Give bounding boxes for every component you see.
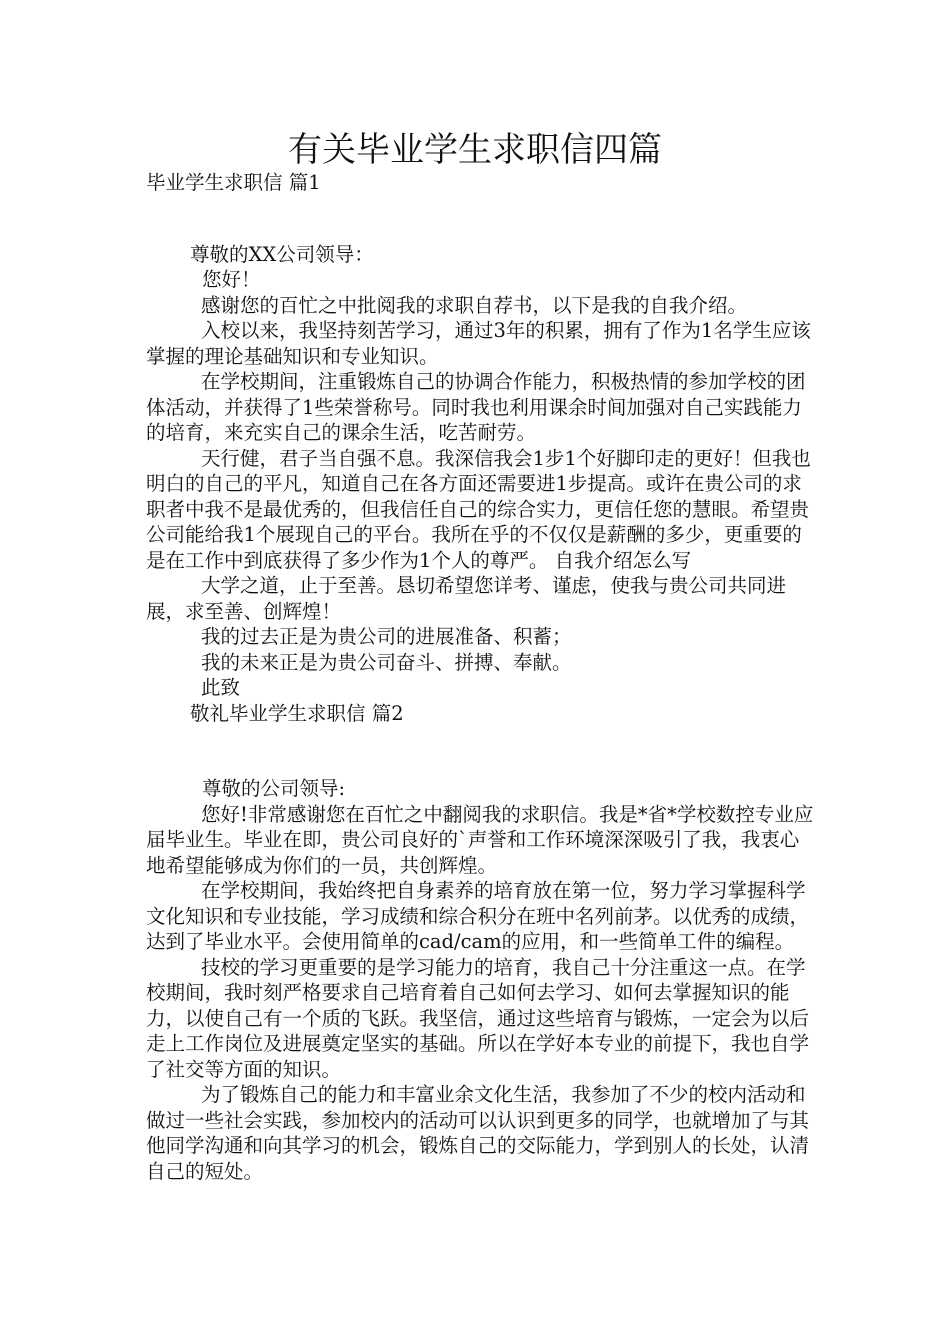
document-body [146,170,814,1184]
closing: 此致 [201,676,241,699]
section-heading: 敬礼毕业学生求职信 篇2 [190,701,404,725]
paragraph: 我的未来正是为贵公司奋斗、拼搏、奉献。 [201,650,572,674]
letter-greeting: 您好！ [202,268,261,291]
paragraph: 天行健，君子当自强不息。我深信我会1步1个好脚印走的更好！但我也明白的自己的平凡，知道自己在各方面还需要进1步提高。或许在贵公司的求职者中我不是最优秀的，但我信任自己的综合实力，更信任您的慧眼。希望贵公司能给我1个展现自己的平台。我所在乎的不仅仅是薪酬的多少，更重要的是在工作中到底获得了多少作为1个人的尊严。 自我介绍怎么写 [146,446,811,572]
section-heading: 毕业学生求职信 篇1 [146,171,321,194]
document-title: 有关毕业学生求职信四篇 [288,130,662,170]
paragraph: 我的过去正是为贵公司的进展准备、积蓄； [201,625,572,648]
letter-salutation: 尊敬的公司领导: [202,777,346,800]
paragraph: 感谢您的百忙之中批阅我的求职自荐书，以下是我的自我介绍。 [201,293,748,317]
paragraph: 为了锻炼自己的能力和丰富业余文化生活，我参加了不少的校内活动和做过一些社会实践，参加校内的活动可以认识到更多的同学，也就增加了与其他同学沟通和向其学习的机会，锻炼自己的交际能力，学到别人的长处，认清自己的短处。 [146,1083,810,1183]
paragraph: 技校的学习更重要的是学习能力的培育，我自己十分注重这一点。在学校期间，我时刻严格要求自己培育着自己如何去学习、如何去掌握知识的能力，以使自己有一个质的飞跃。我坚信，通过这些培育与锻炼，一定会为以后走上工作岗位及进展奠定坚实的基础。所以在学好本专业的前提下，我也自学了社交等方面的知识。 [146,955,810,1081]
paragraph: 入校以来，我坚持刻苦学习，通过3年的积累，拥有了作为1名学生应该掌握的理论基础知识和专业知识。 [146,319,811,368]
letter-salutation: 尊敬的XX公司领导： [190,242,374,266]
paragraph: 在学校期间，注重锻炼自己的协调合作能力，积极热情的参加学校的团体活动，并获得了1些荣誉称号。同时我也利用课余时间加强对自己实践能力的培育，来充实自己的课余生活，吃苦耐劳。 [146,370,806,444]
paragraph: 大学之道，止于至善。恳切希望您详考、谨虑，使我与贵公司共同进展，求至善、创辉煌！ [146,574,787,623]
spacer [146,726,814,776]
paragraph: 您好!非常感谢您在百忙之中翻阅我的求职信。我是*省*学校数控专业应届毕业生。毕业在即，贵公司良好的`声誉和工作环境深深吸引了我，我衷心地希望能够成为你们的一员，共创辉煌。 [146,802,814,877]
paragraph: 在学校期间，我始终把自身素养的培育放在第一位，努力学习掌握科学文化知识和专业技能，学习成绩和综合积分在班中名列前茅。以优秀的成绩，达到了毕业水平。会使用简单的cad/cam的应用，和一些简单工件的编程。 [146,879,810,953]
spacer [146,196,814,242]
